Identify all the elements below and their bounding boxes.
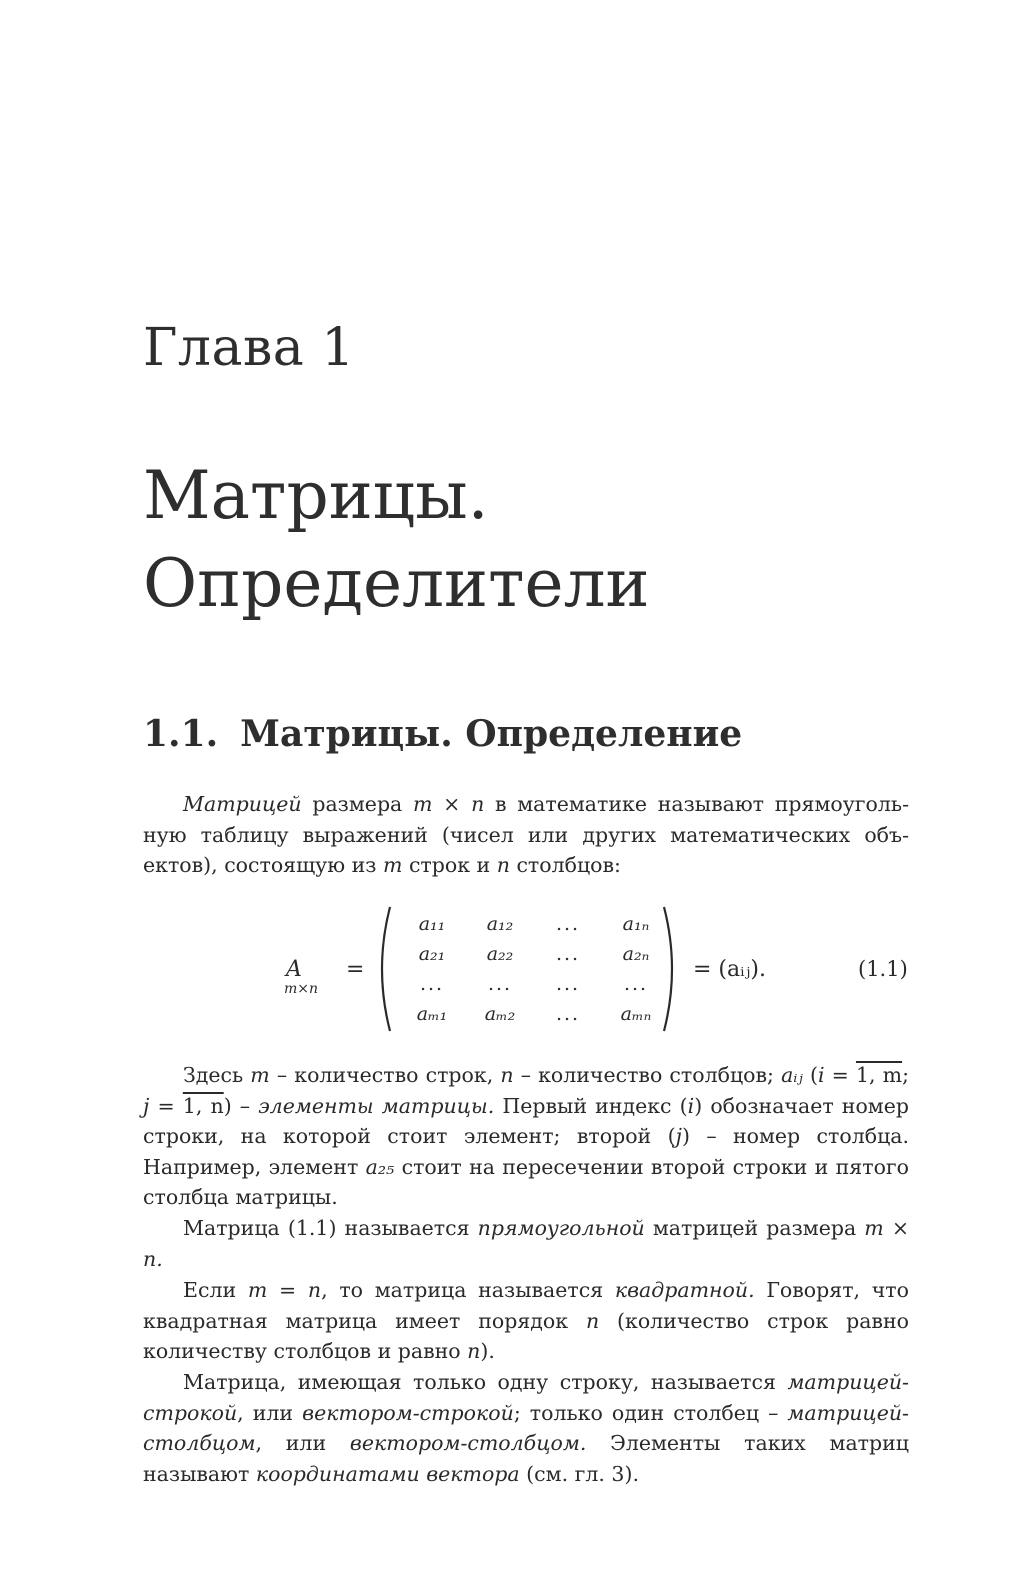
chapter-title-line1: Матрицы. (143, 457, 489, 534)
term-square: квадратной. (614, 1278, 755, 1302)
var-n: n (500, 1063, 514, 1087)
chapter-label: Глава 1 (143, 318, 355, 378)
text: Элементы таких матриц называют (143, 1431, 909, 1486)
text: ) обозначает номер строки, на которой стоит элемент; второй ( (143, 1093, 910, 1148)
paragraph-elements (143, 1060, 909, 1213)
text: = (149, 1093, 183, 1118)
section-title: Матрицы. Определение (240, 713, 743, 755)
term-row-matrix: матрицей-строкой (143, 1370, 909, 1425)
term-column-matrix: матрицей-столбцом (143, 1400, 909, 1455)
text: = (824, 1063, 856, 1087)
var-j: j (675, 1124, 682, 1148)
var-m: m (413, 792, 433, 816)
text: столбцов: (509, 853, 621, 877)
var-n: n (585, 1308, 600, 1333)
text: Если (183, 1278, 248, 1302)
var-m: m (382, 853, 403, 877)
chapter-title (143, 452, 650, 628)
var-n: n (496, 853, 510, 877)
var-a25: a₂₅ (365, 1154, 395, 1179)
var-n: n (471, 792, 485, 816)
term-vector-coordinates: координатами вектора (255, 1461, 520, 1486)
equals-sign: = (346, 957, 365, 982)
text: Матрица, имеющая только одну строку, называется (183, 1370, 788, 1394)
text: (см. гл. 3). (519, 1461, 639, 1486)
text: ) – номер столбца. Например, элемент (143, 1124, 910, 1179)
text: ; (902, 1063, 909, 1087)
matrix-cell: ... (419, 973, 445, 995)
matrix-cell: ... (555, 913, 581, 935)
text: ) – (223, 1093, 259, 1118)
matrix-cell: ... (487, 973, 513, 995)
matrix-cell: ... (555, 943, 581, 965)
text: , то матрица называется (321, 1278, 615, 1302)
matrix-row (398, 939, 670, 969)
matrix-cell: a₂₁ (418, 943, 446, 965)
matrix-size-subscript: m×n (284, 981, 319, 997)
matrix-cell: ... (623, 973, 649, 995)
matrix-grid (398, 909, 670, 1029)
matrix-cell: ... (555, 973, 581, 995)
paragraph-vectors (143, 1367, 909, 1489)
term-column-vector: вектором-столбцом. (349, 1431, 587, 1455)
matrix-cell: ... (555, 1003, 581, 1025)
paragraph-matrix-definition (143, 789, 909, 881)
text: – количество строк, (269, 1063, 501, 1087)
range-j: 1, n (182, 1093, 224, 1118)
text: Здесь (183, 1063, 251, 1087)
term-rectangular: прямоугольной (477, 1216, 645, 1240)
var-j: j (143, 1093, 150, 1118)
var-i: i (687, 1093, 695, 1118)
text: ( (802, 1063, 818, 1087)
term-row-vector: вектором-строкой (302, 1400, 514, 1425)
text: Первый индекс ( (494, 1093, 688, 1118)
var-m: m (250, 1063, 270, 1087)
var-n: n (467, 1339, 481, 1363)
matrix-cell: a₂ₙ (622, 943, 650, 965)
matrix-row (398, 999, 670, 1029)
text: Говорят, что квадратная матрица имеет порядок (143, 1278, 909, 1333)
matrix-cell: aₘ₁ (416, 1003, 448, 1025)
matrix-cell: a₁₂ (486, 913, 514, 935)
text: , или (237, 1400, 303, 1425)
var-i: i (817, 1063, 825, 1087)
var-m-eq-n: m = n (247, 1278, 322, 1302)
text: в математике называют прямоугольную таблицу выражений (чисел или других математических объектов), состоящую из (143, 792, 910, 877)
section-heading (143, 713, 743, 755)
text: , или (255, 1431, 350, 1455)
paragraph-square (143, 1275, 909, 1367)
equation-number: (1.1) (858, 957, 908, 981)
equation-rhs: = (aᵢⱼ). (693, 957, 766, 982)
text: строк и (402, 853, 497, 877)
text: матрицей размера (644, 1216, 865, 1240)
matrix-cell: a₁ₙ (622, 913, 650, 935)
right-parenthesis-icon (660, 905, 682, 1033)
text: (количество строк равно количеству столбцов и равно (143, 1308, 909, 1363)
range-i: 1, m (855, 1063, 903, 1087)
paragraph-rectangular (143, 1213, 909, 1274)
matrix-cell: aₘ₂ (484, 1003, 516, 1025)
var-mn: m × n. (143, 1216, 909, 1271)
text: стоит на пересечении второй строки и пятого столбца матрицы. (143, 1154, 909, 1209)
term-matrix: Матрицей (183, 792, 302, 816)
matrix-cell: a₂₂ (486, 943, 514, 965)
chapter-title-line2: Определители (143, 545, 650, 622)
matrix-row (398, 909, 670, 939)
text: Матрица (1.1) называется (183, 1216, 478, 1240)
matrix-symbol: A (286, 957, 302, 982)
text: ; только один столбец – (513, 1400, 788, 1425)
text: × (432, 792, 472, 816)
matrix-cell: aₘₙ (620, 1003, 652, 1025)
section-number: 1.1. (143, 713, 219, 755)
equation-1-1 (0, 905, 1009, 1035)
equation-lhs (284, 957, 319, 997)
var-aij: aᵢⱼ (781, 1063, 803, 1087)
term-elements: элементы матрицы. (258, 1093, 495, 1118)
matrix-cell: a₁₁ (418, 913, 446, 935)
text: – количество столбцов; (513, 1063, 782, 1087)
matrix-row (398, 969, 670, 999)
text: размера (301, 792, 413, 816)
text: ). (480, 1339, 495, 1363)
left-parenthesis-icon (372, 905, 394, 1033)
